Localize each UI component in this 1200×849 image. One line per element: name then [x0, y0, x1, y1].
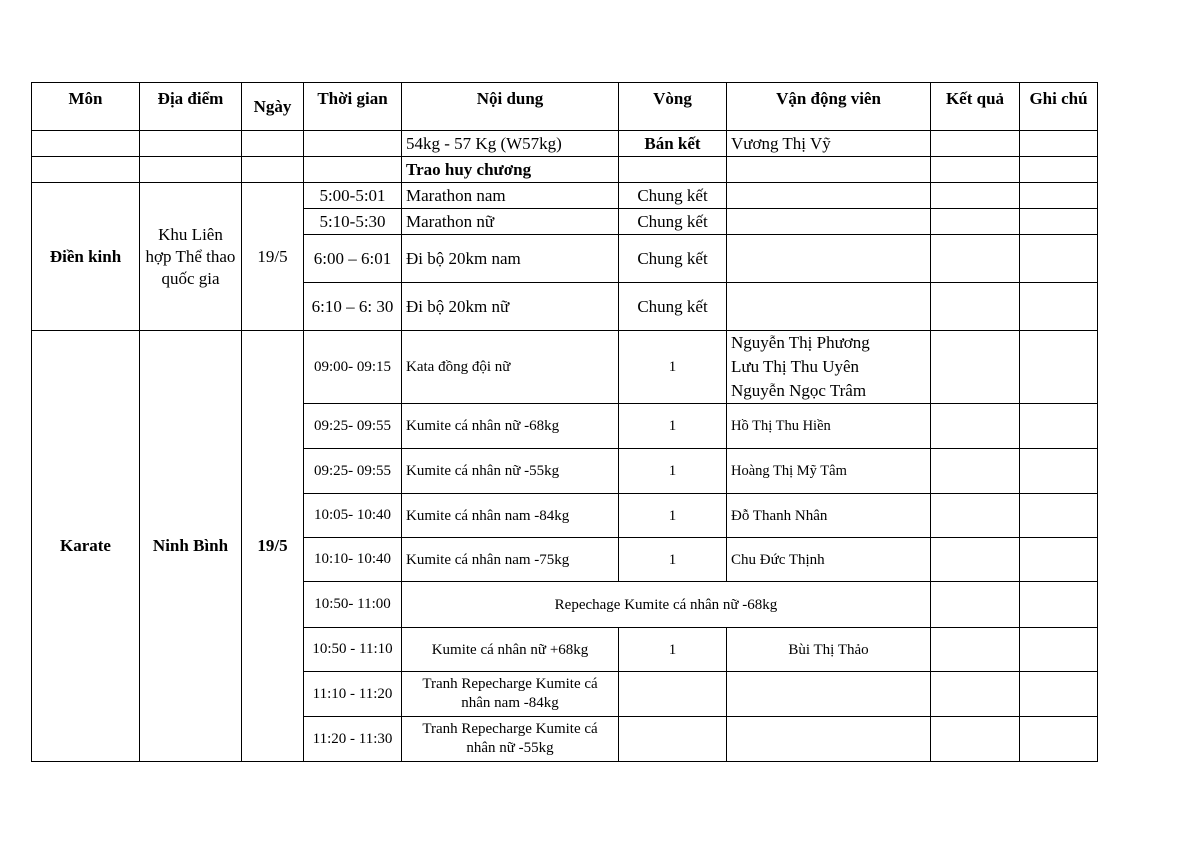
schedule-table	[31, 82, 1098, 762]
event-cell: Marathon nam	[402, 183, 619, 209]
round-cell: Chung kết	[619, 209, 727, 235]
athlete-cell: Hoàng Thị Mỹ Tâm	[727, 449, 931, 494]
round-cell: Chung kết	[619, 283, 727, 331]
header-row	[32, 83, 1098, 131]
table-row	[32, 157, 1098, 183]
time-cell: 10:10- 10:40	[304, 538, 402, 582]
round-cell: Chung kết	[619, 183, 727, 209]
header-ghi-chu: Ghi chú	[1020, 83, 1098, 131]
time-cell: 5:00-5:01	[304, 183, 402, 209]
header-noi-dung: Nội dung	[402, 83, 619, 131]
event-cell: Tranh Repecharge Kumite cá nhân nữ -55kg	[402, 717, 619, 762]
venue-cell: Khu Liên hợp Thể thao quốc gia	[140, 183, 242, 331]
table-row	[32, 331, 1098, 404]
event-cell: 54kg - 57 Kg (W57kg)	[402, 131, 619, 157]
event-cell: Đi bộ 20km nữ	[402, 283, 619, 331]
round-cell: 1	[619, 449, 727, 494]
athlete-cell	[727, 331, 931, 404]
event-cell: Kumite cá nhân nữ -68kg	[402, 404, 619, 449]
event-cell: Marathon nữ	[402, 209, 619, 235]
date-cell: 19/5	[242, 183, 304, 331]
athlete-cell: Đỗ Thanh Nhân	[727, 494, 931, 538]
header-dia-diem: Địa điểm	[140, 83, 242, 131]
athlete-name: Nguyễn Ngọc Trâm	[731, 381, 867, 400]
event-cell: Kata đồng đội nữ	[402, 331, 619, 404]
athlete-name: Nguyễn Thị Phương	[731, 333, 870, 352]
sport-cell: Điền kinh	[32, 183, 140, 331]
time-cell: 09:25- 09:55	[304, 404, 402, 449]
event-cell: Đi bộ 20km nam	[402, 235, 619, 283]
event-cell: Kumite cá nhân nữ +68kg	[402, 628, 619, 672]
time-cell: 10:50- 11:00	[304, 582, 402, 628]
athlete-cell: Bùi Thị Thảo	[727, 628, 931, 672]
round-cell: 1	[619, 404, 727, 449]
header-vong: Vòng	[619, 83, 727, 131]
table-row	[32, 183, 1098, 209]
event-cell: Tranh Repecharge Kumite cá nhân nam -84kg	[402, 672, 619, 717]
time-cell: 09:00- 09:15	[304, 331, 402, 404]
time-cell: 10:50 - 11:10	[304, 628, 402, 672]
athlete-cell: Chu Đức Thịnh	[727, 538, 931, 582]
sport-cell: Karate	[32, 331, 140, 762]
round-cell: 1	[619, 494, 727, 538]
athlete-cell: Hồ Thị Thu Hiền	[727, 404, 931, 449]
event-cell: Kumite cá nhân nam -84kg	[402, 494, 619, 538]
round-cell: 1	[619, 628, 727, 672]
date-cell: 19/5	[242, 331, 304, 762]
time-cell: 5:10-5:30	[304, 209, 402, 235]
venue-cell: Ninh Bình	[140, 331, 242, 762]
header-mon: Môn	[32, 83, 140, 131]
table-row	[32, 131, 1098, 157]
event-cell: Repechage Kumite cá nhân nữ -68kg	[402, 582, 931, 628]
event-cell: Kumite cá nhân nam -75kg	[402, 538, 619, 582]
time-cell: 10:05- 10:40	[304, 494, 402, 538]
header-thoi-gian: Thời gian	[304, 83, 402, 131]
athlete-name: Lưu Thị Thu Uyên	[731, 357, 860, 376]
event-cell: Trao huy chương	[402, 157, 619, 183]
header-van-dong-vien: Vận động viên	[727, 83, 931, 131]
time-cell: 6:10 – 6: 30	[304, 283, 402, 331]
round-cell: 1	[619, 538, 727, 582]
time-cell: 11:20 - 11:30	[304, 717, 402, 762]
event-cell: Kumite cá nhân nữ -55kg	[402, 449, 619, 494]
time-cell: 11:10 - 11:20	[304, 672, 402, 717]
athlete-cell: Vương Thị Vỹ	[727, 131, 931, 157]
round-cell: Chung kết	[619, 235, 727, 283]
header-ngay: Ngày	[242, 83, 304, 131]
time-cell: 6:00 – 6:01	[304, 235, 402, 283]
header-ket-qua: Kết quả	[931, 83, 1020, 131]
round-cell: Bán kết	[619, 131, 727, 157]
time-cell: 09:25- 09:55	[304, 449, 402, 494]
round-cell: 1	[619, 331, 727, 404]
